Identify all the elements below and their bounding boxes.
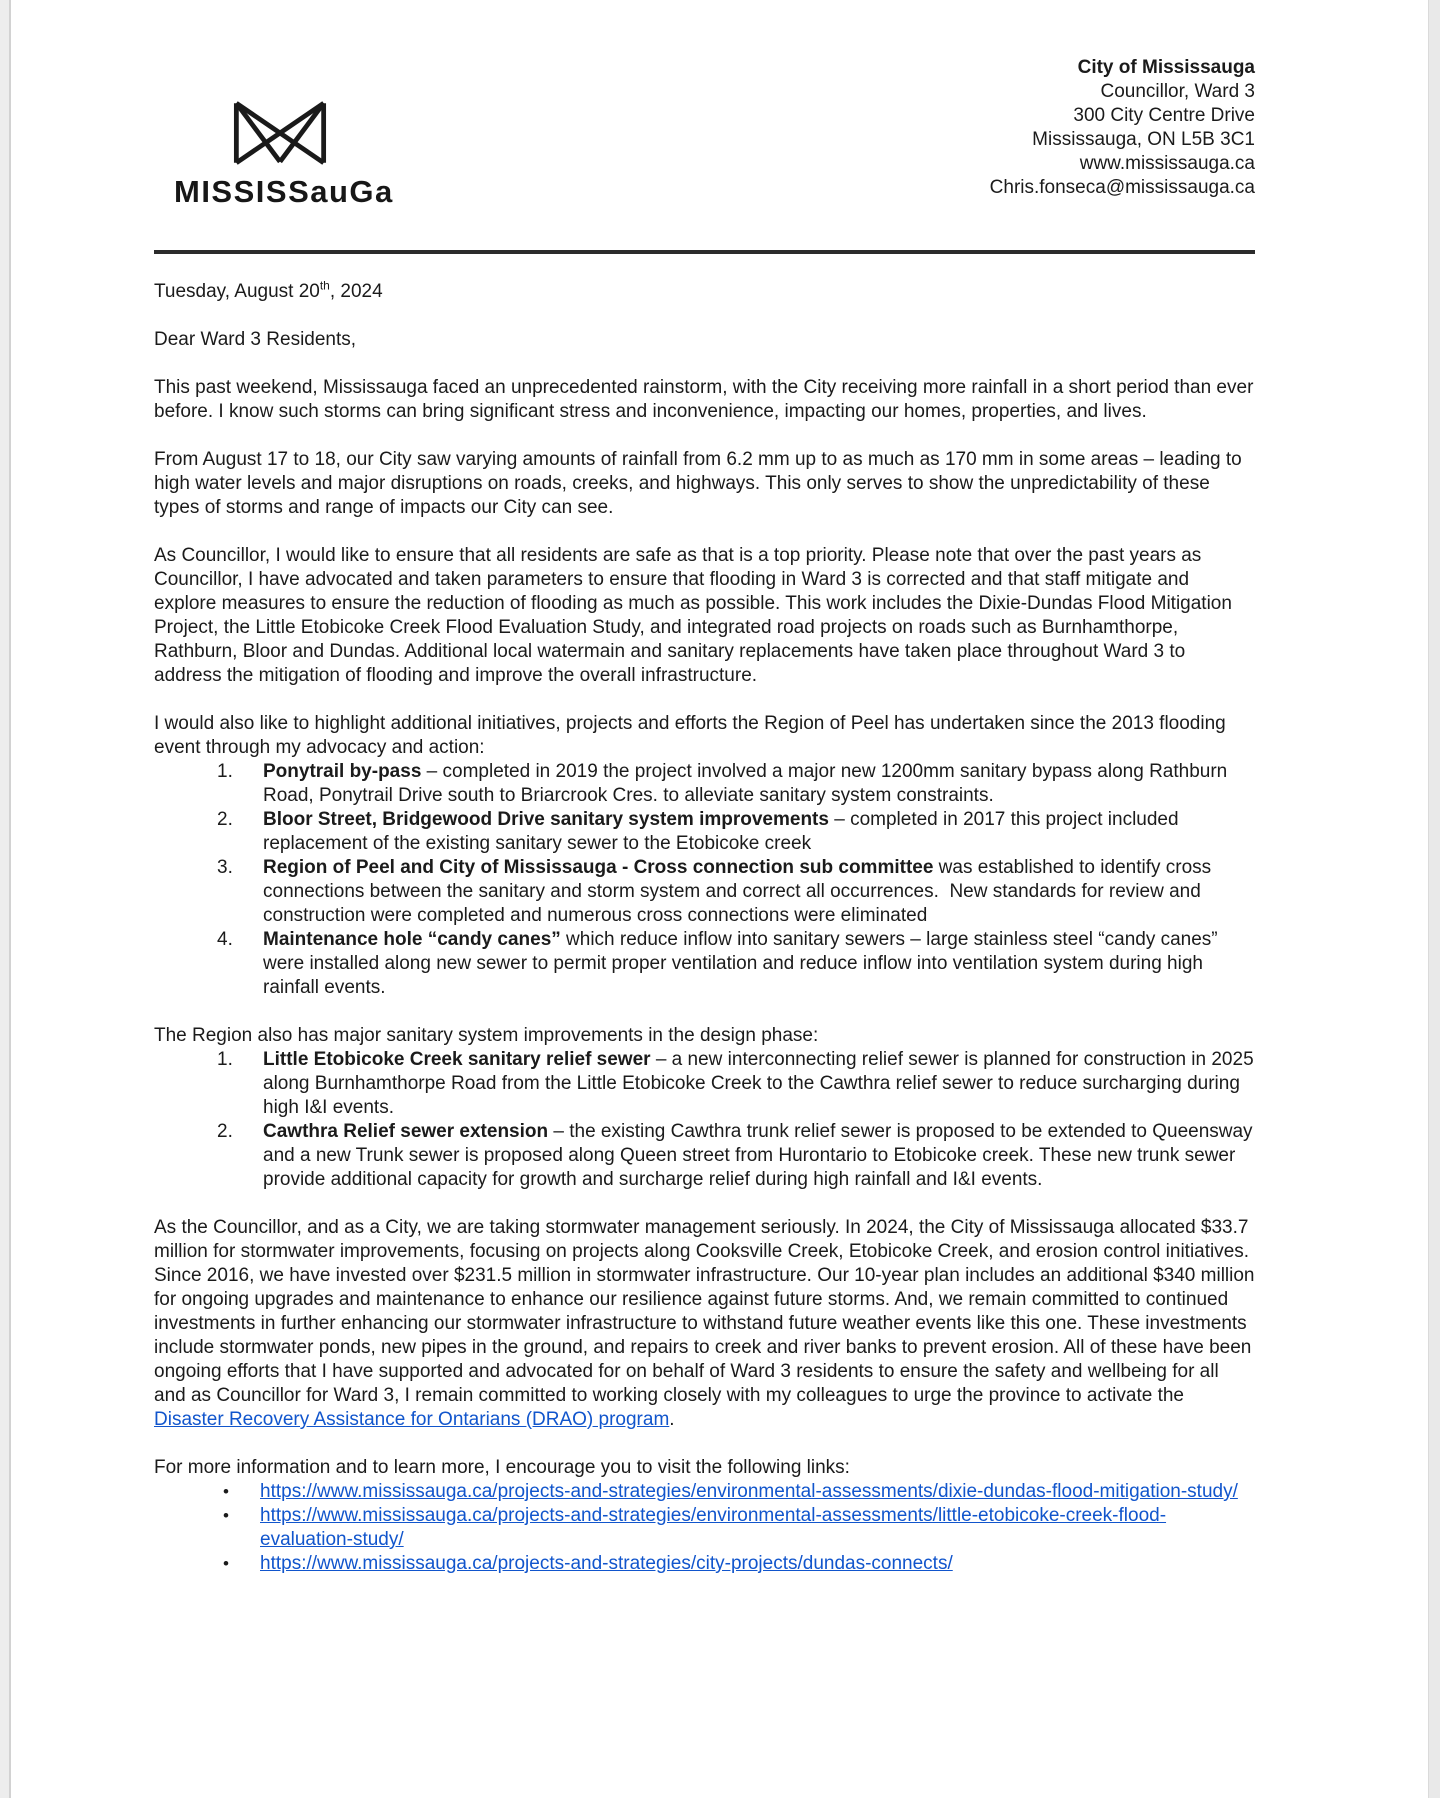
page-right-edge — [1428, 0, 1440, 1798]
list-number: 2. — [217, 1121, 233, 1142]
paragraph-initiatives-intro: I would also like to highlight additional initiatives, projects and efforts the Region of Peel has undertaken since the 2013 flooding event through my advocacy and action: — [154, 713, 1232, 758]
stormwater-text: As the Councillor, and as a City, we are taking stormwater management seriously. In 2024, the City of Mississauga allocated $33.7 million for stormwater improvements, focusing on projects along Cooksville Creek, Etobicoke Creek, and erosion control initiatives. Since 2016, we have invested over $231.5 million in stormwater infrastructure. Our 10-year plan includes an additional $340 million for ongoing upgrades and maintenance to enhance our resilience against future storms. And, we remain committed to continued investments in further enhancing our stormwater infrastructure to withstand future weather events like this one. These investments include stormwater ponds, new pipes in the ground, and repairs to creek and river banks to prevent erosion. All of these have been ongoing efforts that I have supported and advocated for on behalf of Ward 3 residents to ensure the safety and wellbeing for all and as Councillor for Ward 3, I remain committed to working closely with my colleagues to urge the province to activate the — [154, 1217, 1260, 1406]
page-left-edge — [0, 0, 11, 1798]
item-body: – a new interconnecting relief sewer is planned for construction in 2025 along Burnhamthorpe Road from the Little Etobicoke Creek to the Cawthra relief sewer to reduce surcharging during high I&I events. — [263, 1049, 1259, 1118]
drao-program-link[interactable]: Disaster Recovery Assistance for Ontarians (DRAO) program — [154, 1409, 670, 1430]
list-item — [154, 1480, 1255, 1504]
bullet-icon: • — [223, 1482, 229, 1501]
list-number: 1. — [217, 1049, 233, 1070]
item-body: – the existing Cawthra trunk relief sewer is proposed to be extended to Queensway and a new Trunk sewer is proposed along Queen street from Hurontario to Etobicoke creek. These new trunk sewer provide additional capacity for growth and surcharge relief during high rainfall and I&I events. — [263, 1121, 1258, 1190]
paragraph-stormwater-investment — [154, 1216, 1260, 1432]
sender-city: Mississauga, ON L5B 3C1 — [1032, 129, 1255, 150]
date-line — [154, 280, 1255, 304]
list-item-text — [263, 1048, 1259, 1120]
letterhead-divider — [154, 250, 1255, 254]
sender-website: www.mississauga.ca — [1079, 153, 1255, 174]
link-wrap — [260, 1480, 1255, 1504]
salutation: Dear Ward 3 Residents, — [154, 329, 357, 350]
bullet-icon: • — [223, 1554, 229, 1573]
link-wrap — [260, 1552, 1255, 1576]
links-intro: For more information and to learn more, I encourage you to visit the following links: — [154, 1457, 850, 1478]
paragraph-rainstorm: This past weekend, Mississauga faced an unprecedented rainstorm, with the City receiving more rainfall in a short period than ever before. I know such storms can bring significant stress and inconvenience, impacting our homes, properties, and lives. — [154, 377, 1259, 422]
mississauga-logo — [174, 100, 472, 209]
initiatives-list — [154, 760, 1255, 1000]
sender-street: 300 City Centre Drive — [1073, 105, 1255, 126]
date-ordinal: th — [319, 278, 330, 293]
list-item-text — [263, 1120, 1258, 1192]
list-item-text — [263, 928, 1255, 1000]
list-item — [154, 1504, 1255, 1552]
item-title: Cawthra Relief sewer extension — [263, 1121, 549, 1142]
sender-email: Chris.fonseca@mississauga.ca — [989, 177, 1255, 198]
item-body: which reduce inflow into sanitary sewers – large stainless steel “candy canes” were installed along new sewer to permit proper ventilation and reduce inflow into ventilation system during high rainfall events. — [263, 929, 1223, 998]
logo-wordmark: MISSISSauGa — [174, 174, 394, 209]
letter-page — [154, 50, 1260, 1576]
list-number: 1. — [217, 761, 233, 782]
dundas-connects-link[interactable]: https://www.mississauga.ca/projects-and-strategies/city-projects/dundas-connects/ — [260, 1553, 953, 1574]
resource-links-list — [154, 1480, 1255, 1576]
design-phase-intro: The Region also has major sanitary system improvements in the design phase: — [154, 1025, 819, 1046]
sender-org: City of Mississauga — [1077, 57, 1255, 78]
link-wrap — [260, 1504, 1255, 1552]
bullet-icon: • — [223, 1506, 229, 1525]
list-item — [154, 1048, 1259, 1120]
list-number: 2. — [217, 809, 233, 830]
list-item-text — [263, 808, 1255, 856]
date-year: , 2024 — [329, 281, 383, 302]
list-item — [154, 760, 1255, 808]
list-item — [154, 856, 1255, 928]
dixie-dundas-study-link[interactable]: https://www.mississauga.ca/projects-and-strategies/environmental-assessments/dixie-dundas-flood-mitigation-study/ — [260, 1481, 1238, 1502]
list-item — [154, 1120, 1258, 1192]
date-main: Tuesday, August 20 — [154, 281, 320, 302]
paragraph-rainfall-amounts: From August 17 to 18, our City saw varying amounts of rainfall from 6.2 mm up to as much as 170 mm in some areas – leading to high water levels and major disruptions on roads, creeks, and highways. This only serves to show the unpredictability of these types of storms and range of impacts our City can see. — [154, 449, 1248, 518]
item-title: Little Etobicoke Creek sanitary relief sewer — [263, 1049, 651, 1070]
sender-address-block — [990, 56, 1255, 200]
mississauga-m-trellis-icon — [232, 100, 472, 166]
list-number: 3. — [217, 857, 233, 878]
item-body: – completed in 2017 this project included replacement of the existing sanitary sewer to the Etobicoke creek — [263, 809, 1184, 854]
paragraph-councillor-actions: As Councillor, I would like to ensure that all residents are safe as that is a top priority. Please note that over the past years as Councillor, I have advocated and taken parameters to ensure that flooding in Ward 3 is corrected and that staff mitigate and explore measures to ensure the reduction of flooding as much as possible. This work includes the Dixie-Dundas Flood Mitigation Project, the Little Etobicoke Creek Flood Evaluation Study, and integrated road projects on roads such as Burnhamthorpe, Rathburn, Bloor and Dundas. Additional local watermain and sanitary replacements have taken place throughout Ward 3 to address the mitigation of flooding and improve the overall infrastructure. — [154, 545, 1238, 686]
item-title: Bloor Street, Bridgewood Drive sanitary system improvements — [263, 809, 829, 830]
stormwater-text-end: . — [669, 1409, 675, 1430]
item-body: – completed in 2019 the project involved a major new 1200mm sanitary bypass along Rathburn Road, Ponytrail Drive south to Briarcrook Cres. to alleviate sanitary system constraints. — [263, 761, 1233, 806]
sender-role: Councillor, Ward 3 — [1100, 81, 1255, 102]
list-item-text — [263, 760, 1255, 808]
list-item — [154, 808, 1255, 856]
item-title: Ponytrail by-pass — [263, 761, 422, 782]
list-number: 4. — [217, 929, 233, 950]
list-item — [154, 1552, 1255, 1576]
letterhead — [154, 50, 1255, 250]
design-phase-list — [154, 1048, 1259, 1192]
list-item-text — [263, 856, 1255, 928]
item-title: Region of Peel and City of Mississauga - Cross connection sub committee — [263, 857, 934, 878]
list-item — [154, 928, 1255, 1000]
item-title: Maintenance hole “candy canes” — [263, 929, 561, 950]
item-body: was established to identify cross connections between the sanitary and storm system and correct all occurrences. New standards for review and construction were completed and numerous cross connections were eliminated — [263, 857, 1217, 926]
little-etobicoke-study-link[interactable]: https://www.mississauga.ca/projects-and-strategies/environmental-assessments/little-etobicoke-creek-flood-evaluation-study/ — [260, 1505, 1167, 1550]
